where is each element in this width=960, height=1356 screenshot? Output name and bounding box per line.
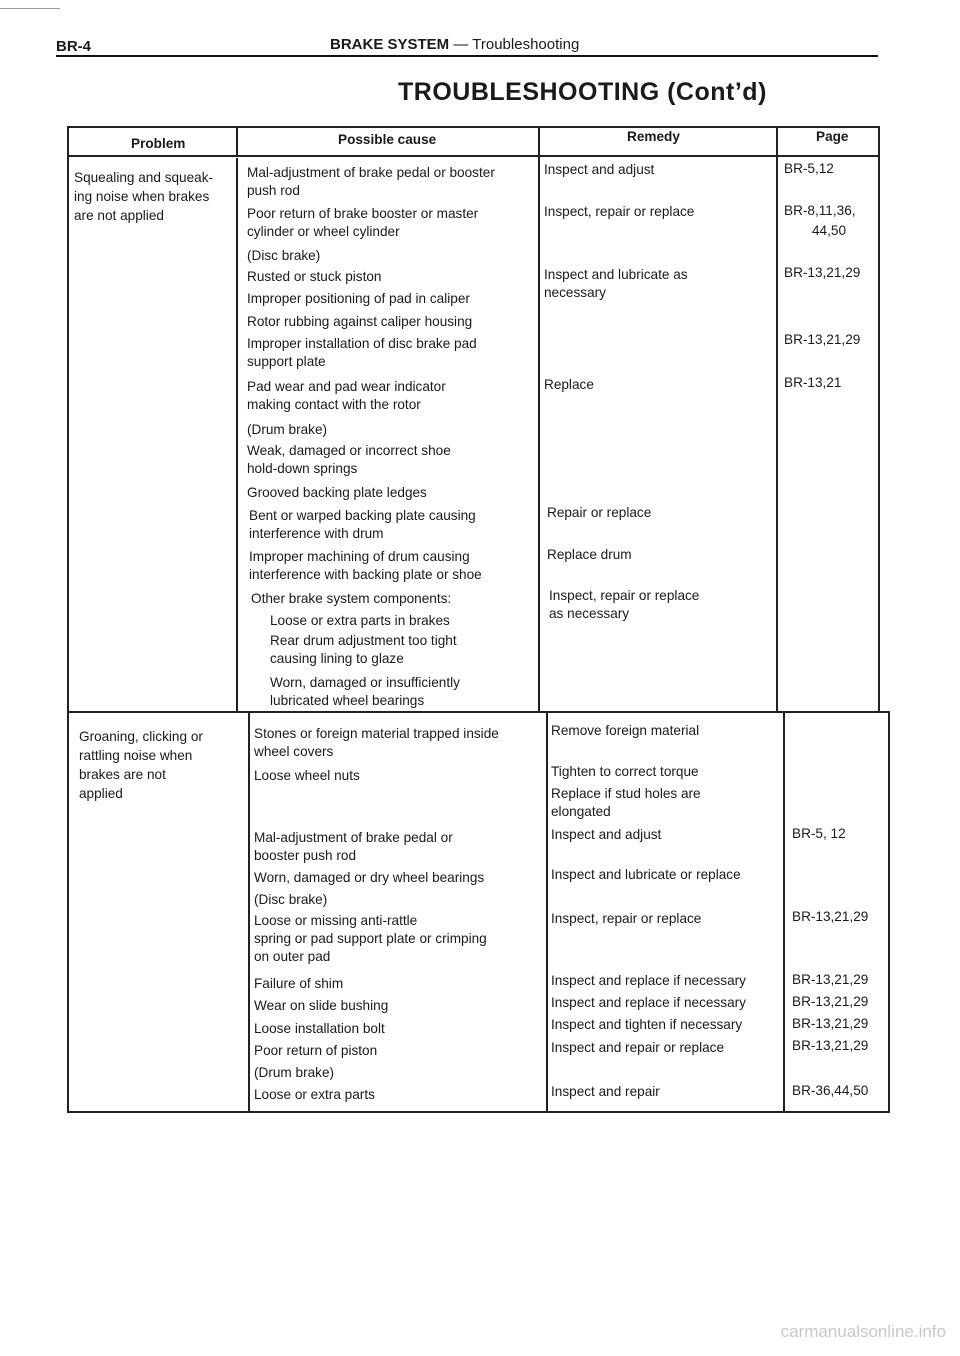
section-divider <box>67 711 890 713</box>
page-title: TROUBLESHOOTING (Cont’d) <box>398 78 767 106</box>
remedy-item: Inspect and repair or replace <box>551 1040 725 1055</box>
col-divider-3 <box>776 126 778 712</box>
page-number: BR-4 <box>56 38 92 55</box>
page-ref: BR-5,12 <box>784 161 834 176</box>
cause-item: Other brake system components: <box>251 591 452 606</box>
remedy-item: Inspect and repair <box>551 1084 660 1099</box>
cause-item: Loose or missing anti-rattle spring or pad support plate or crimping on outer pad <box>254 913 487 964</box>
col-header-cause: Possible cause <box>338 132 437 147</box>
cause-item: Mal-adjustment of brake pedal or booster push rod <box>247 165 495 198</box>
remedy-item: Repair or replace <box>547 505 652 520</box>
page-ref: BR-13,21,29 <box>792 1038 869 1053</box>
cause-item: Stones or foreign material trapped inside wheel covers <box>254 726 499 759</box>
page-ref: BR-13,21,29 <box>792 972 869 987</box>
cause-item: Poor return of brake booster or master cylinder or wheel cylinder <box>247 206 479 239</box>
remedy-item: Remove foreign material <box>551 723 700 738</box>
remedy-item: Inspect and replace if necessary <box>551 973 746 988</box>
cause-item: Wear on slide bushing <box>254 998 389 1013</box>
cause-item: Worn, damaged or insufficiently lubricated wheel bearings <box>270 675 460 708</box>
table-bottom-border <box>67 1111 890 1113</box>
cause-item: Rotor rubbing against caliper housing <box>247 314 473 329</box>
cause-item: Grooved backing plate ledges <box>247 485 427 500</box>
page-ref: BR-13,21,29 <box>784 332 861 347</box>
cause-item: (Drum brake) <box>247 422 328 437</box>
cause-item: Failure of shim <box>254 976 344 991</box>
remedy-item: Inspect and adjust <box>544 162 655 177</box>
cause-item: Weak, damaged or incorrect shoe hold-down springs <box>247 443 451 476</box>
cause-item: Loose installation bolt <box>254 1021 385 1036</box>
cause-item: Poor return of piston <box>254 1043 378 1058</box>
cause-item: Rusted or stuck piston <box>247 269 382 284</box>
problem-cell: Squealing and squeak- ing noise when brakes are not applied <box>74 170 214 223</box>
page-ref: BR-13,21 <box>784 375 842 390</box>
col-divider-1 <box>248 712 250 1112</box>
section-name: BRAKE SYSTEM <box>330 36 450 53</box>
problem-cell: Groaning, clicking or rattling noise when brakes are not applied <box>79 729 203 801</box>
page-ref: BR-5, 12 <box>792 826 846 841</box>
page-ref: BR-13,21,29 <box>792 994 869 1009</box>
remedy-item: Inspect and adjust <box>551 827 662 842</box>
table-right-border <box>878 126 880 712</box>
col-header-page: Page <box>816 129 849 144</box>
subsection-name: Troubleshooting <box>472 36 580 53</box>
cause-item: Loose or extra parts <box>254 1087 375 1102</box>
cause-item: Loose wheel nuts <box>254 768 360 783</box>
remedy-item: Inspect, repair or replace <box>551 911 702 926</box>
page-ref: BR-13,21,29 <box>792 1016 869 1031</box>
col-divider-1 <box>236 158 238 711</box>
remedy-item: Replace drum <box>547 547 632 562</box>
cause-item: Improper positioning of pad in caliper <box>247 291 470 306</box>
remedy-item: Replace if stud holes are elongated <box>551 786 701 819</box>
page-ref: BR-13,21,29 <box>792 909 869 924</box>
col-divider-2 <box>546 712 548 1112</box>
cause-item: Bent or warped backing plate causing interference with drum <box>249 508 476 541</box>
cause-item: Pad wear and pad wear indicator making contact with the rotor <box>247 379 446 412</box>
header-dash: — <box>449 36 473 53</box>
remedy-item: Inspect and replace if necessary <box>551 995 746 1010</box>
remedy-item: Tighten to correct torque <box>551 764 699 779</box>
col-divider-1 <box>236 126 238 156</box>
remedy-item: Inspect and lubricate or replace <box>551 867 741 882</box>
page-ref: 44,50 <box>812 223 847 238</box>
header-bottom-border <box>67 155 880 157</box>
cause-item: (Drum brake) <box>254 1065 335 1080</box>
table-left-border <box>67 126 69 1112</box>
col-divider-3 <box>783 712 785 1112</box>
col-divider-2 <box>538 126 540 712</box>
cause-item: (Disc brake) <box>247 248 321 263</box>
remedy-item: Replace <box>544 377 594 392</box>
table-top-border <box>67 126 880 128</box>
remedy-item: Inspect and lubricate as necessary <box>544 267 688 300</box>
cause-item: (Disc brake) <box>254 892 328 907</box>
page-ref: BR-8,11,36, <box>784 203 856 218</box>
cause-item: Worn, damaged or dry wheel bearings <box>254 870 485 885</box>
table-right-border <box>888 712 890 1112</box>
cause-item: Loose or extra parts in brakes <box>270 613 450 628</box>
col-header-remedy: Remedy <box>627 129 680 144</box>
remedy-item: Inspect, repair or replace <box>544 204 695 219</box>
col-header-problem: Problem <box>131 136 186 151</box>
remedy-item: Inspect and tighten if necessary <box>551 1017 743 1032</box>
cause-item: Rear drum adjustment too tight causing lining to glaze <box>270 633 457 666</box>
cause-item: Improper installation of disc brake pad support plate <box>247 336 477 369</box>
page-ref: BR-13,21,29 <box>784 265 861 280</box>
cause-item: Mal-adjustment of brake pedal or booster push rod <box>254 830 453 863</box>
cause-item: Improper machining of drum causing interference with backing plate or shoe <box>249 549 482 582</box>
watermark: carmanualsonline.info <box>780 1322 946 1341</box>
remedy-item: Inspect, repair or replace as necessary <box>549 588 700 621</box>
page-ref: BR-36,44,50 <box>792 1083 869 1098</box>
